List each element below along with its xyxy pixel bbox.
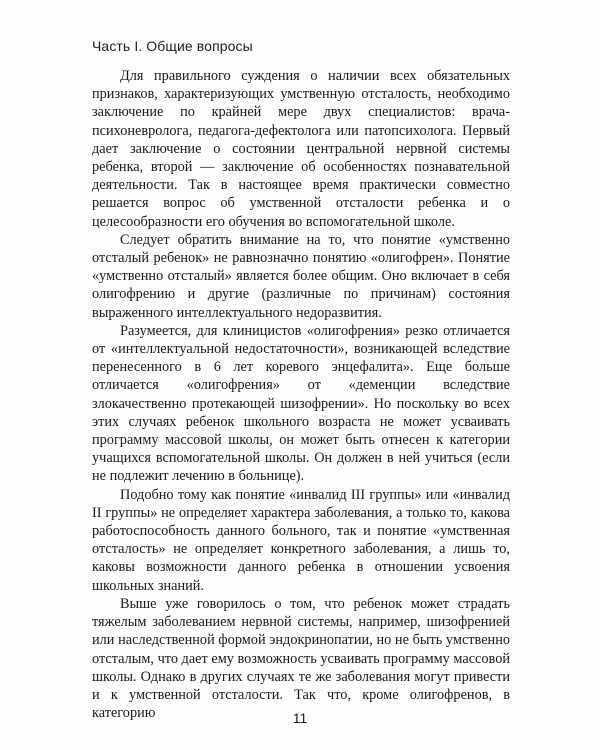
paragraph: Выше уже говорилось о том, что ребенок может страдать тяжелым заболеванием нервной системы, например, шизофренией или наследственной формой эндокринопатии, но не быть умственно отсталым, что дает ему возможность усваивать программу массовой школы. Однако в других случаях те же заболевания могут привести и к умственной отсталости. Так что, кроме олигофренов, в категорию (92, 595, 510, 722)
body-text (92, 67, 510, 722)
paragraph: Разумеется, для клиницистов «олигофрения» резко отличается от «интеллектуальной недостаточности», возникающей вследствие перенесенного в 6 лет коревого энцефалита». Еще больше отличается «олигофрения» от «деменции вследствие злокачественно протекающей шизофрении». Но поскольку во всех этих случаях ребенок школьного возраста не может усваивать программу массовой школы, он может быть отнесен к категории учащихся вспомогательной школы. Он должен в ней учиться (если не подлежит лечению в больнице). (92, 322, 510, 485)
paragraph: Подобно тому как понятие «инвалид III группы» или «инвалид II группы» не определяет характера заболевания, а только то, какова работоспособность данного больного, так и понятие «умственная отсталость» не определяет конкретного заболевания, а лишь то, каковы возможности данного ребенка в отношении усвоения школьных знаний. (92, 486, 510, 594)
page-number: 11 (292, 710, 308, 726)
running-head: Часть I. Общие вопросы (92, 38, 253, 54)
paragraph: Следует обратить внимание на то, что понятие «умственно отсталый ребенок» не равнозначно понятию «олигофрен». Понятие «умственно отсталый» является более общим. Оно включает в себя олигофрению и другие (различные по причинам) состояния выраженного интеллектуального недоразвития. (92, 231, 510, 321)
paragraph: Для правильного суждения о наличии всех обязательных признаков, характеризующих умственную отсталость, необходимо заключение по крайней мере двух специалистов: врача-психоневролога, педагога-дефектолога или патопсихолога. Первый дает заключение о состоянии центральной нервной системы ребенка, второй — заключение об особенностях познавательной деятельности. Так в настоящее время практически совместно решается вопрос об умственной отсталости ребенка и о целесообразности его обучения во вспомогательной школе. (92, 68, 510, 230)
